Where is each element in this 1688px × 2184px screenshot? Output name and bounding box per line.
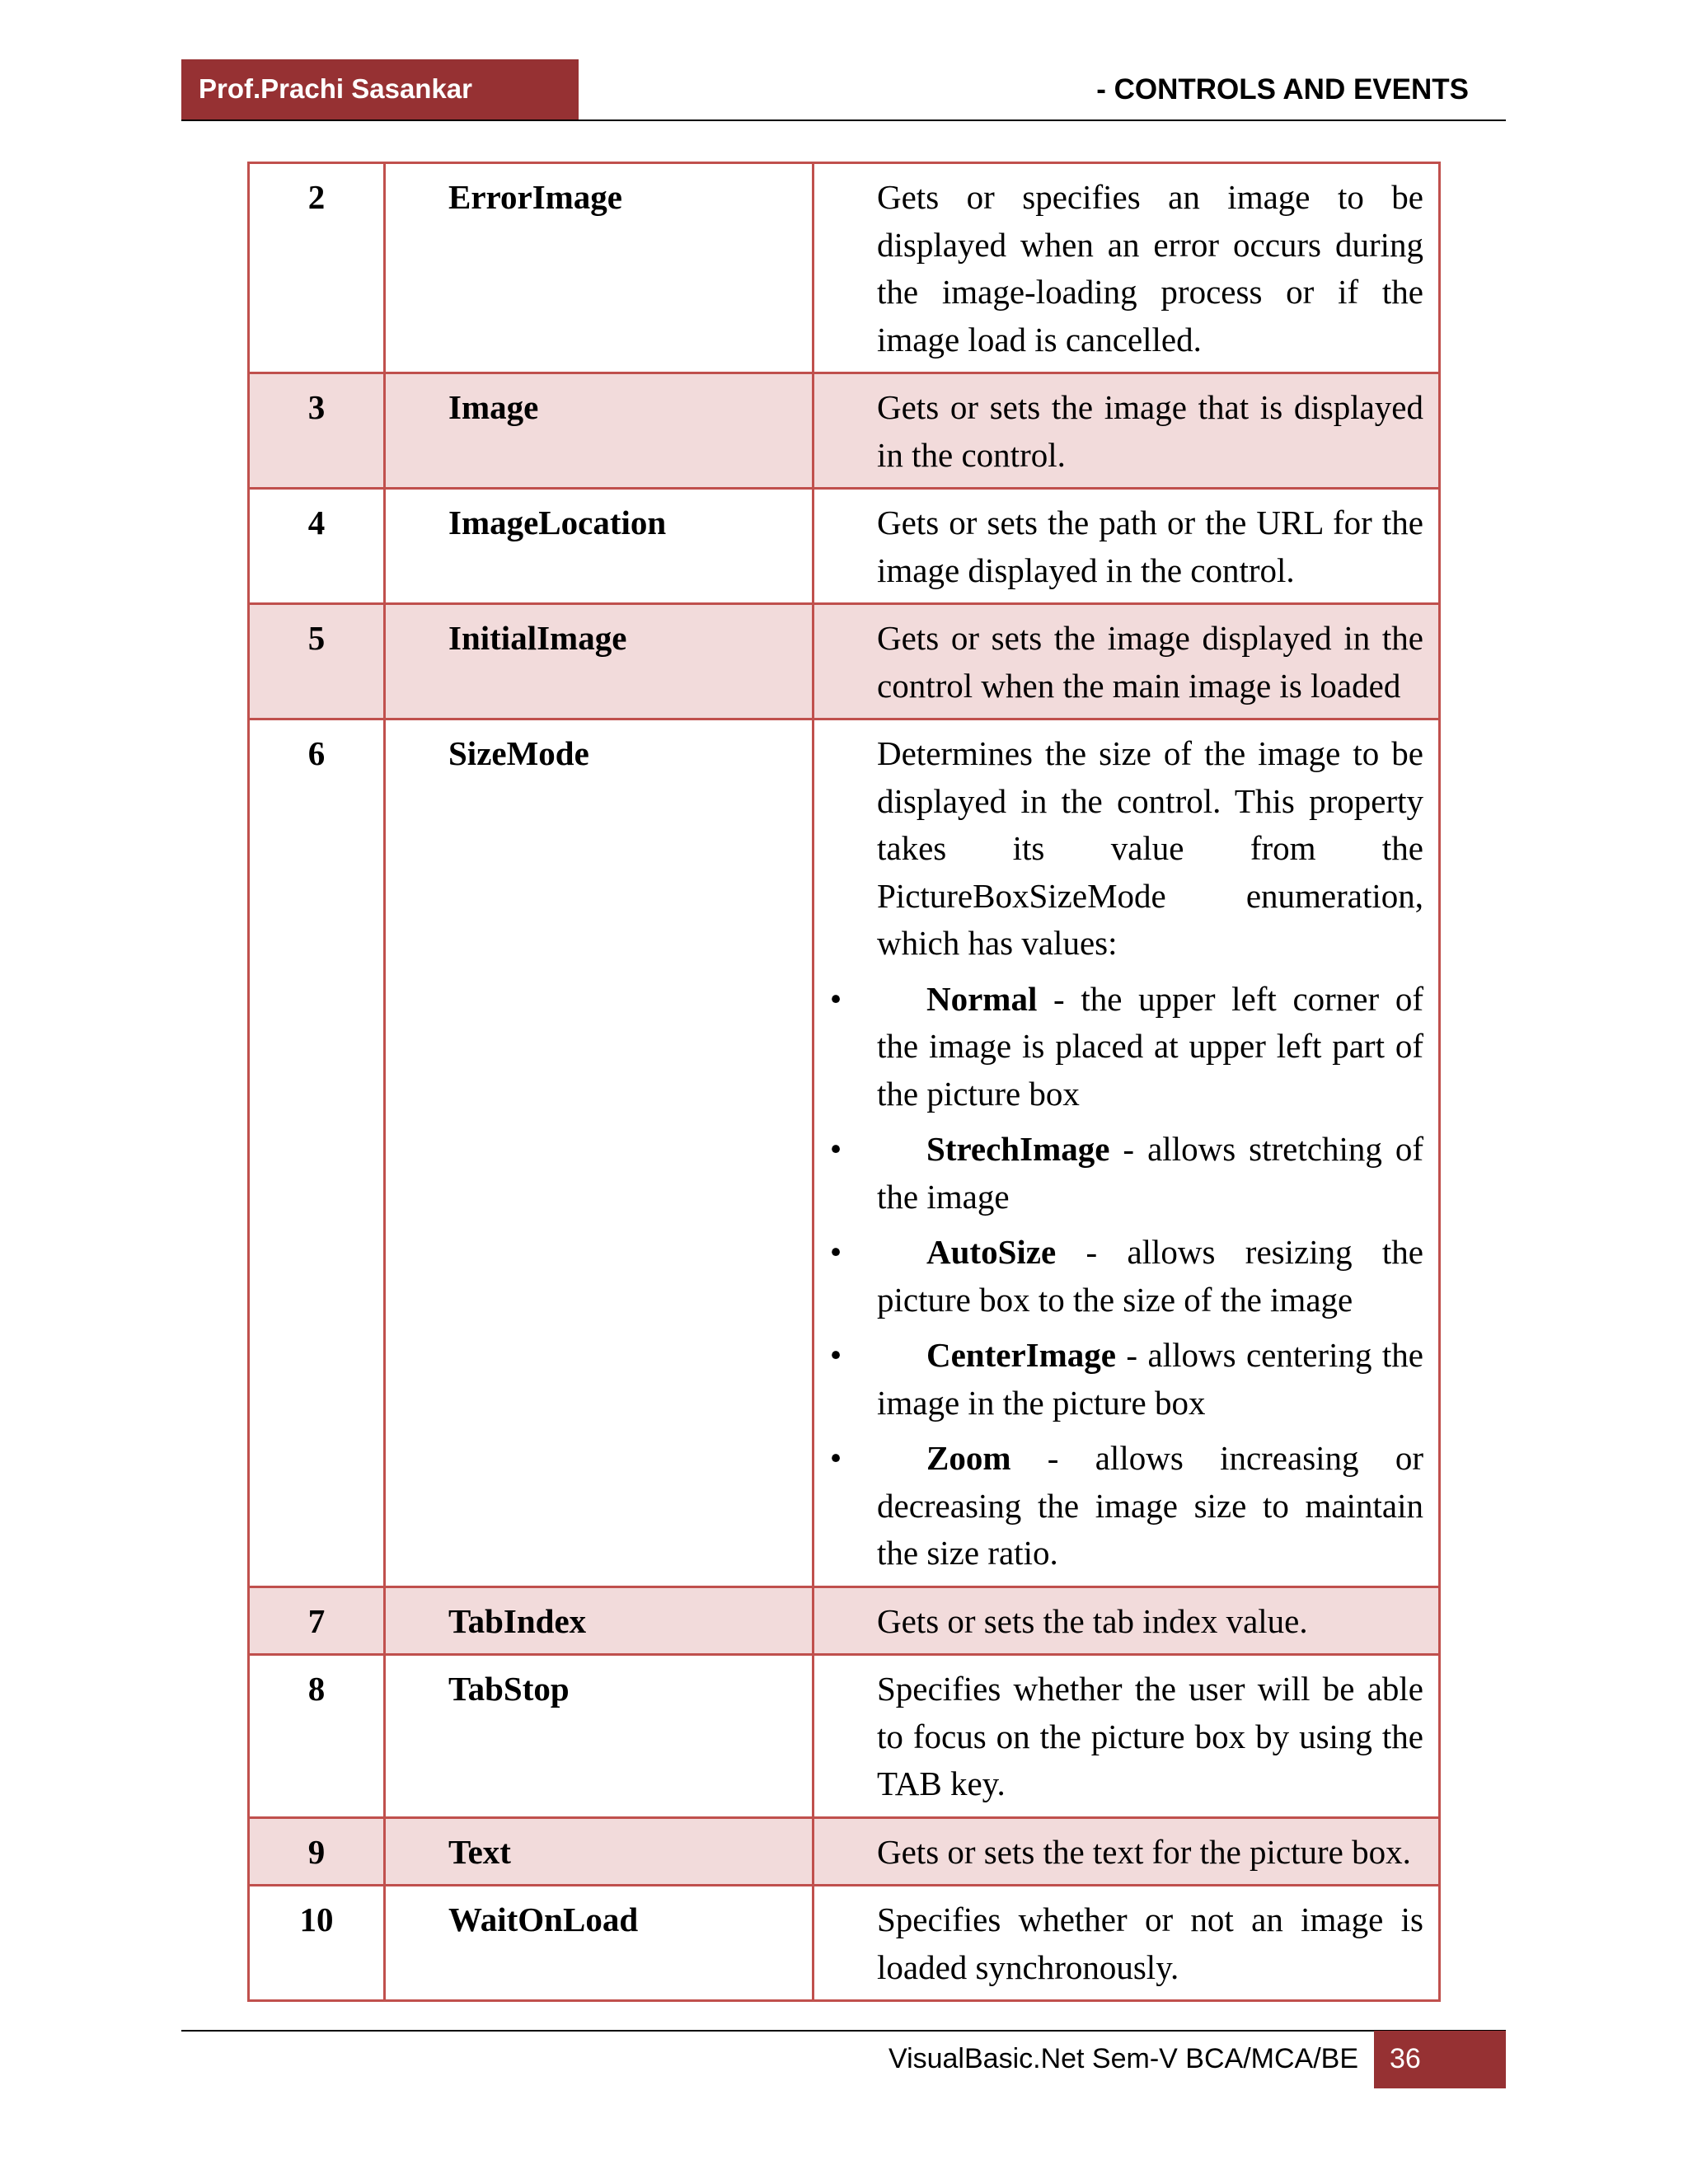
properties-table: [247, 162, 1441, 2002]
mode-name: CenterImage: [926, 1336, 1116, 1374]
table-row: [249, 489, 1440, 604]
table-row: [249, 604, 1440, 719]
property-description-text: Gets or sets the text for the picture box.: [877, 1832, 1411, 1871]
row-number: 2: [249, 163, 385, 373]
mode-name: Zoom: [926, 1439, 1011, 1477]
property-description-text: Determines the size of the image to be displayed in the control. This property takes its value from the PictureBoxSizeMode enumeration, which has values:: [877, 734, 1423, 962]
header-divider: [181, 120, 1506, 121]
footer-course: VisualBasic.Net Sem-V BCA/MCA/BE: [889, 2043, 1358, 2074]
list-item: [829, 1435, 1423, 1577]
property-description: [814, 1817, 1440, 1886]
footer-divider: [181, 2030, 1506, 2032]
table-row: [249, 373, 1440, 489]
property-description-text: Gets or specifies an image to be displayed when an error occurs during the image-loading process or if the image load is cancelled.: [877, 178, 1423, 359]
list-item: [829, 1229, 1423, 1324]
bullet-icon: •: [829, 1439, 842, 1477]
mode-name: StrechImage: [926, 1130, 1110, 1168]
table-row: [249, 719, 1440, 1587]
property-name: SizeMode: [385, 719, 814, 1587]
property-name: WaitOnLoad: [385, 1886, 814, 2001]
row-number: 7: [249, 1586, 385, 1655]
bullet-icon: •: [829, 1130, 842, 1168]
property-description: [814, 1655, 1440, 1818]
table-row: [249, 1817, 1440, 1886]
list-item: [829, 1332, 1423, 1427]
page-number: 36: [1390, 2043, 1421, 2074]
header-author: Prof.Prachi Sasankar: [199, 73, 472, 104]
row-number: 5: [249, 604, 385, 719]
mode-name: Normal: [926, 979, 1038, 1018]
row-number: 10: [249, 1886, 385, 2001]
property-name: InitialImage: [385, 604, 814, 719]
property-name: ErrorImage: [385, 163, 814, 373]
mode-description: - allows centering the image in the picture box: [877, 1336, 1423, 1422]
table-row: [249, 1886, 1440, 2001]
mode-description: - the upper left corner of the image is placed at upper left part of the picture box: [877, 979, 1423, 1113]
property-description-text: Specifies whether or not an image is loaded synchronously.: [877, 1900, 1423, 1986]
mode-description: - allows resizing the picture box to the size of the image: [877, 1233, 1423, 1319]
property-description: [814, 604, 1440, 719]
size-mode-list: [829, 976, 1423, 1577]
bullet-icon: •: [829, 1336, 842, 1374]
header-chapter-title: - CONTROLS AND EVENTS: [1096, 73, 1469, 105]
row-number: 3: [249, 373, 385, 489]
property-description: [814, 373, 1440, 489]
row-number: 6: [249, 719, 385, 1587]
property-description-text: Gets or sets the image displayed in the control when the main image is loaded: [877, 619, 1423, 705]
row-number: 8: [249, 1655, 385, 1818]
mode-description: - allows stretching of the image: [877, 1130, 1423, 1216]
table-row: [249, 1586, 1440, 1655]
property-description-text: Gets or sets the tab index value.: [877, 1601, 1308, 1640]
bullet-icon: •: [829, 1233, 842, 1271]
property-name: TabStop: [385, 1655, 814, 1818]
property-description-text: Gets or sets the path or the URL for the image displayed in the control.: [877, 504, 1423, 589]
property-description: [814, 489, 1440, 604]
property-description: [814, 1586, 1440, 1655]
property-description: [814, 719, 1440, 1587]
row-number: 4: [249, 489, 385, 604]
mode-description: - allows increasing or decreasing the image size to maintain the size ratio.: [877, 1439, 1423, 1572]
property-description-text: Gets or sets the image that is displayed in the control.: [877, 388, 1423, 474]
property-description: [814, 163, 1440, 373]
list-item: [829, 1126, 1423, 1221]
table-row: [249, 163, 1440, 373]
property-description-text: Specifies whether the user will be able to focus on the picture box by using the TAB key.: [877, 1670, 1423, 1802]
row-number: 9: [249, 1817, 385, 1886]
property-name: TabIndex: [385, 1586, 814, 1655]
property-name: ImageLocation: [385, 489, 814, 604]
property-description: [814, 1886, 1440, 2001]
table-row: [249, 1655, 1440, 1818]
bullet-icon: •: [829, 979, 842, 1018]
list-item: [829, 976, 1423, 1118]
property-name: Image: [385, 373, 814, 489]
mode-name: AutoSize: [926, 1233, 1057, 1271]
property-name: Text: [385, 1817, 814, 1886]
